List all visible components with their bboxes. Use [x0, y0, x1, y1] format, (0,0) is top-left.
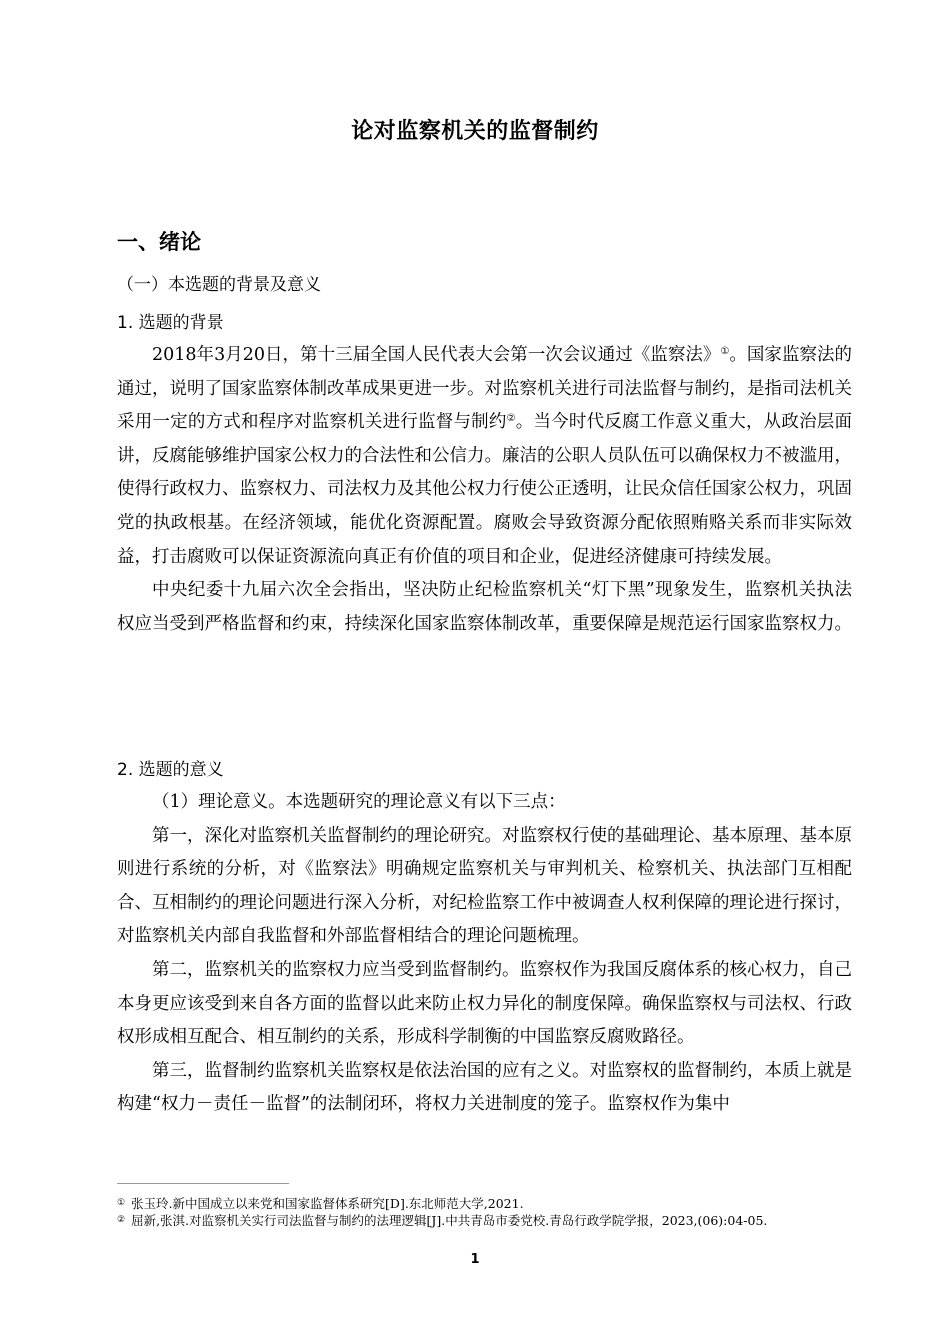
subsection-heading-background: 1. 选题的背景	[117, 313, 224, 333]
paragraph: 第一，深化对监察机关监督制约的理论研究。对监察权行使的基础理论、基本原理、基本原则进行系统的分析，对《监察法》明确规定监察机关与审判机关、检察机关、执法部门互相配合、互相制约的理论问题进行深入分析，对纪检监察工作中被调查人权利保障的理论进行探讨，对监察机关内部自我监督和外部监督相结合的理论问题梳理。	[117, 825, 852, 947]
paragraph: 中央纪委十九届六次全会指出，坚决防止纪检监察机关“灯下黑”现象发生，监察机关执法权应当受到严格监督和约束，持续深化国家监察体制改革，重要保障是规范运行国家监察权力。	[117, 580, 852, 634]
paragraph: 第三，监督制约监察机关监察权是依法治国的应有之义。对监察权的监督制约，本质上就是构建“权力－责任－监督”的法制闭环，将权力关进制度的笼子。监察权作为集中	[117, 1060, 852, 1115]
significance-body	[117, 786, 852, 1122]
paragraph: 第二，监察机关的监察权力应当受到监督制约。监察权作为我国反腐体系的核心权力，自己本身更应该受到来自各方面的监督以此来防止权力异化的制度保障。确保监察权与司法权、行政权形成相互配合、相互制约的关系，形成科学制衡的中国监察反腐败路径。	[117, 959, 852, 1048]
footnote-mark: ②	[117, 1215, 126, 1225]
footnote-mark: ①	[117, 1198, 126, 1208]
paragraph: （1）理论意义。本选题研究的理论意义有以下三点：	[152, 792, 566, 812]
section-heading: （一）本选题的背景及意义	[117, 275, 321, 295]
background-body	[117, 339, 852, 641]
footnote-text: 张玉玲.新中国成立以来党和国家监督体系研究[D].东北师范大学,2021.	[131, 1196, 524, 1211]
page-number: 1	[470, 1252, 480, 1267]
subsection-heading-significance: 2. 选题的意义	[117, 760, 224, 780]
footnote	[117, 1212, 857, 1229]
footnotes	[117, 1195, 857, 1229]
footnote-ref[interactable]: ①	[720, 346, 730, 357]
page-title: 论对监察机关的监督制约	[351, 119, 599, 144]
footnote-divider	[117, 1183, 289, 1184]
paragraph	[117, 339, 852, 574]
footnote	[117, 1195, 857, 1212]
paragraph-text: 。国家监察法的通过，说明了国家监察体制改革成果更进一步。对监察机关进行司法监督与制约，是指司法机关采用一定的方式和程序对监察机关进行监督与制约	[117, 345, 852, 433]
paragraph-text: 2018年3月20日，第十三届全国人民代表大会第一次会议通过《监察法》	[152, 345, 721, 365]
chapter-heading: 一、绪论	[117, 230, 201, 254]
footnote-ref[interactable]: ②	[506, 413, 516, 425]
footnote-text: 屈新,张淇.对监察机关实行司法监督与制约的法理逻辑[J].中共青岛市委党校.青岛行政学院学报，2023,(06):04-05.	[131, 1213, 768, 1228]
paragraph-text: 。当今时代反腐工作意义重大，从政治层面讲，反腐能够维护国家公权力的合法性和公信力。廉洁的公职人员队伍可以确保权力不被滥用，使得行政权力、监察权力、司法权力及其他公权力行使公正透明，让民众信任国家公权力，巩固党的执政根基。在经济领域，能优化资源配置。腐败会导致资源分配依照贿赂关系而非实际效益，打击腐败可以保证资源流向真正有价值的项目和企业，促进经济健康可持续发展。	[117, 412, 853, 567]
